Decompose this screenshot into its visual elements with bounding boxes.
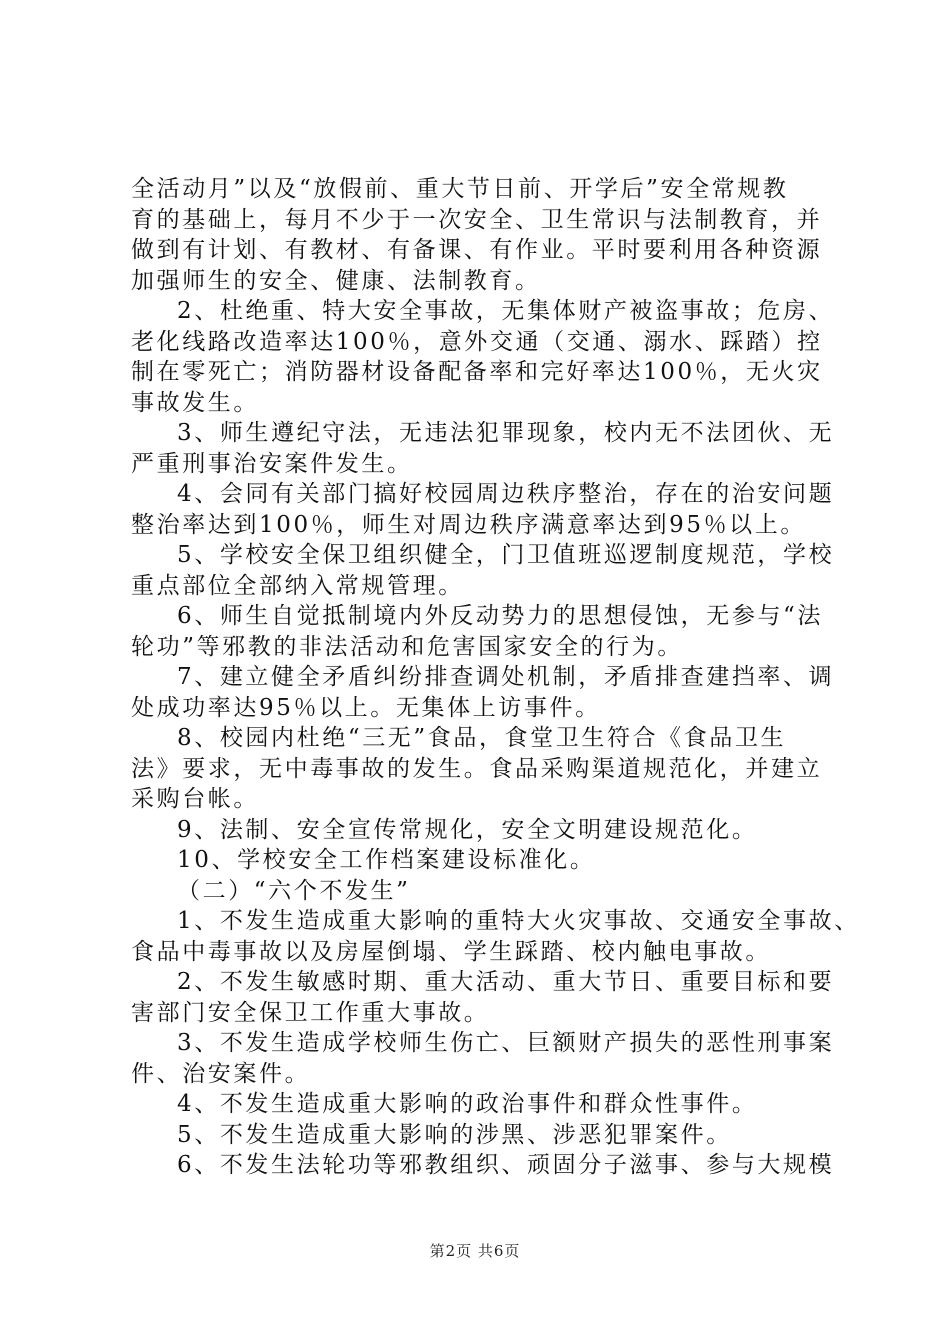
text-line: 重点部位全部纳入常规管理。 xyxy=(131,572,464,599)
text-line: 5、学校安全保卫组织健全，门卫值班巡逻制度规范，学校 xyxy=(177,542,835,568)
text-line: 件、治安案件。 xyxy=(131,1060,311,1087)
text-line: 食品中毒事故以及房屋倒塌、学生踩踏、校内触电事故。 xyxy=(131,938,771,965)
text-line: 事故发生。 xyxy=(131,389,259,416)
text-line: 5、不发生造成重大影响的涉黑、涉恶犯罪案件。 xyxy=(177,1121,732,1148)
text-line: 老化线路改造率达100％，意外交通（交通、溺水、踩踏）控 xyxy=(131,328,823,355)
text-line: 6、不发生法轮功等邪教组织、顽固分子滋事、参与大规模 xyxy=(177,1152,835,1178)
text-line: 育的基础上，每月不少于一次安全、卫生常识与法制教育，并 xyxy=(131,206,823,233)
page-footer: 第2页 共6页 xyxy=(429,1242,521,1260)
document-body xyxy=(131,174,860,1181)
text-line: 采购台帐。 xyxy=(131,786,259,812)
text-line: 9、法制、安全宣传常规化，安全文明建设规范化。 xyxy=(177,816,758,843)
text-line: 3、不发生造成学校师生伤亡、巨额财产损失的恶性刑事案 xyxy=(177,1030,835,1056)
text-line: 3、师生遵纪守法，无违法犯罪现象，校内无不法团伙、无 xyxy=(177,420,835,446)
text-line: 6、师生自觉抵制境内外反动势力的思想侵蚀，无参与“法 xyxy=(177,603,823,629)
text-line: 2、不发生敏感时期、重大活动、重大节日、重要目标和要 xyxy=(177,969,835,995)
text-line: 轮功”等邪教的非法活动和危害国家安全的行为。 xyxy=(131,633,683,660)
text-line: 整治率达到100％，师生对周边秩序满意率达到95％以上。 xyxy=(131,511,806,538)
text-line: 10、学校安全工作档案建设标准化。 xyxy=(177,847,596,873)
text-line: 法》要求，无中毒事故的发生。食品采购渠道规范化，并建立 xyxy=(131,755,823,782)
text-line: 处成功率达95％以上。无集体上访事件。 xyxy=(131,694,601,721)
text-line: 全活动月”以及“放假前、重大节日前、开学后”安全常规教 xyxy=(131,176,789,202)
text-line: 4、不发生造成重大影响的政治事件和群众性事件。 xyxy=(177,1091,758,1117)
text-line: 严重刑事治安案件发生。 xyxy=(131,450,413,477)
text-line: 8、校园内杜绝“三无”食品，食堂卫生符合《食品卫生 xyxy=(177,725,787,751)
text-line: 1、不发生造成重大影响的重特大火灾事故、交通安全事故、 xyxy=(177,908,860,934)
text-line: 做到有计划、有教材、有备课、有作业。平时要利用各种资源 xyxy=(131,237,823,263)
text-line: （二）“六个不发生” xyxy=(177,877,411,904)
text-line: 2、杜绝重、特大安全事故，无集体财产被盗事故；危房、 xyxy=(177,298,835,324)
text-line: 加强师生的安全、健康、法制教育。 xyxy=(131,267,541,294)
text-line: 4、会同有关部门搞好校园周边秩序整治，存在的治安问题 xyxy=(177,481,835,507)
text-line: 7、建立健全矛盾纠纷排查调处机制，矛盾排查建挡率、调 xyxy=(177,664,835,690)
text-line: 害部门安全保卫工作重大事故。 xyxy=(131,999,490,1026)
text-line: 制在零死亡；消防器材设备配备率和完好率达100％，无火灾 xyxy=(131,359,823,385)
